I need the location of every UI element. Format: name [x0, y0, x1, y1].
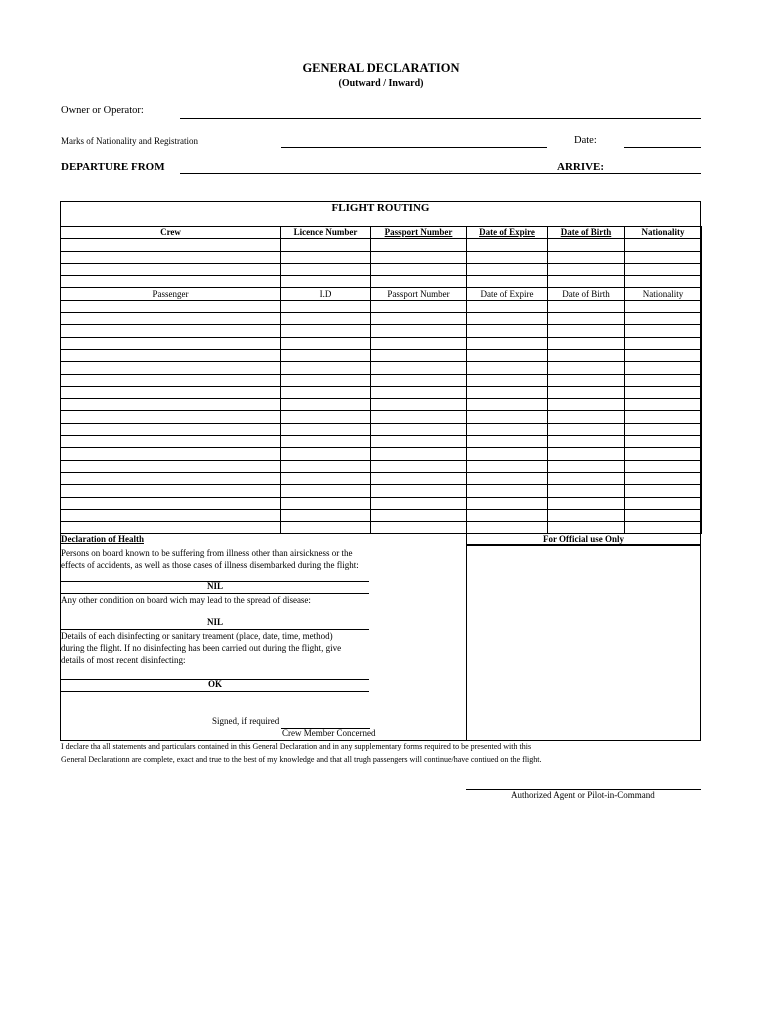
passenger-cell[interactable]	[281, 362, 371, 374]
passenger-cell[interactable]	[467, 436, 548, 448]
passenger-cell[interactable]	[281, 448, 371, 460]
passenger-cell[interactable]	[61, 497, 281, 509]
passenger-cell[interactable]	[548, 460, 625, 472]
passenger-cell[interactable]	[467, 386, 548, 398]
passenger-cell[interactable]	[625, 448, 702, 460]
health-q1: Persons on board known to be suffering from illness other than airsickness or the effects of accidents, as well as those cases of illness disembarked during the flight:	[61, 548, 359, 570]
passenger-cell[interactable]	[61, 485, 281, 497]
pax-birth-col-header: Date of Birth	[548, 288, 625, 300]
passenger-cell[interactable]	[371, 472, 467, 484]
passenger-cell[interactable]	[467, 485, 548, 497]
flight-routing-title: FLIGHT ROUTING	[331, 202, 430, 214]
passenger-cell[interactable]	[467, 362, 548, 374]
crew-cell[interactable]	[61, 239, 281, 251]
passenger-cell[interactable]	[625, 472, 702, 484]
passenger-cell[interactable]	[467, 448, 548, 460]
pax-expire-col-header: Date of Expire	[467, 288, 548, 300]
passenger-cell[interactable]	[548, 411, 625, 423]
passenger-row	[61, 337, 702, 349]
passenger-cell[interactable]	[625, 362, 702, 374]
passenger-row	[61, 509, 702, 521]
passenger-cell[interactable]	[625, 509, 702, 521]
passenger-row	[61, 313, 702, 325]
passenger-row	[61, 399, 702, 411]
divider	[60, 581, 369, 582]
crew-cell[interactable]	[548, 239, 625, 251]
passenger-cell[interactable]	[625, 325, 702, 337]
crew-cell[interactable]	[467, 251, 548, 263]
passenger-cell[interactable]	[61, 313, 281, 325]
passenger-cell[interactable]	[548, 509, 625, 521]
passenger-cell[interactable]	[548, 448, 625, 460]
passenger-cell[interactable]	[625, 411, 702, 423]
passenger-cell[interactable]	[281, 374, 371, 386]
crew-cell[interactable]	[61, 251, 281, 263]
passenger-cell[interactable]	[467, 460, 548, 472]
passenger-cell[interactable]	[467, 374, 548, 386]
official-use-title: For Official use Only	[542, 534, 625, 544]
passenger-cell[interactable]	[61, 300, 281, 312]
health-a2[interactable]: NIL	[206, 617, 223, 627]
passenger-cell[interactable]	[548, 374, 625, 386]
passenger-row	[61, 522, 702, 534]
official-use-area[interactable]	[467, 546, 700, 740]
passenger-cell[interactable]	[61, 374, 281, 386]
passenger-row	[61, 374, 702, 386]
passenger-cell[interactable]	[61, 411, 281, 423]
passenger-cell[interactable]	[281, 349, 371, 361]
passenger-row	[61, 386, 702, 398]
crew-cell[interactable]	[281, 251, 371, 263]
crew-cell[interactable]	[625, 239, 702, 251]
passenger-row	[61, 423, 702, 435]
crew-cell[interactable]	[625, 276, 702, 288]
passenger-cell[interactable]	[548, 522, 625, 534]
passenger-cell[interactable]	[467, 472, 548, 484]
passenger-cell[interactable]	[625, 386, 702, 398]
passenger-cell[interactable]	[61, 337, 281, 349]
passenger-row	[61, 325, 702, 337]
passenger-cell[interactable]	[371, 436, 467, 448]
crew-row	[61, 263, 702, 275]
passenger-cell[interactable]	[371, 522, 467, 534]
passenger-cell[interactable]	[548, 399, 625, 411]
crew-cell[interactable]	[625, 251, 702, 263]
owner-field[interactable]	[180, 118, 701, 119]
crew-cell[interactable]	[467, 263, 548, 275]
passenger-cell[interactable]	[371, 374, 467, 386]
crew-cell[interactable]	[371, 263, 467, 275]
owner-label: Owner or Operator:	[61, 105, 144, 116]
passenger-cell[interactable]	[625, 497, 702, 509]
crew-cell[interactable]	[371, 251, 467, 263]
passenger-cell[interactable]	[371, 337, 467, 349]
crew-cell[interactable]	[548, 263, 625, 275]
passenger-cell[interactable]	[548, 472, 625, 484]
passenger-row	[61, 497, 702, 509]
passenger-cell[interactable]	[467, 399, 548, 411]
passenger-cell[interactable]	[467, 497, 548, 509]
passenger-cell[interactable]	[371, 448, 467, 460]
marks-field[interactable]	[281, 147, 547, 148]
crew-cell[interactable]	[467, 276, 548, 288]
pax-nationality-col-header: Nationality	[625, 288, 702, 300]
passenger-col-header: Passenger	[61, 288, 281, 300]
passenger-cell[interactable]	[281, 337, 371, 349]
licence-col-header: Licence Number	[281, 227, 371, 239]
departure-field[interactable]	[180, 173, 701, 174]
arrive-label: ARRIVE:	[557, 161, 605, 173]
agent-signature-label: Authorized Agent or Pilot-in-Command	[511, 790, 655, 800]
crew-row	[61, 251, 702, 263]
passenger-cell[interactable]	[61, 472, 281, 484]
health-q3: Details of each disinfecting or sanitary treament (place, date, time, method) during the flight. If no disinfecting has been carried out during the flight, give details of most recent disinfecting:	[61, 631, 342, 665]
passenger-cell[interactable]	[371, 460, 467, 472]
health-a3[interactable]: OK	[207, 679, 222, 689]
passenger-cell[interactable]	[548, 362, 625, 374]
passenger-cell[interactable]	[281, 386, 371, 398]
passenger-header-row	[61, 288, 702, 300]
passenger-cell[interactable]	[281, 436, 371, 448]
crew-cell[interactable]	[548, 276, 625, 288]
passenger-row	[61, 460, 702, 472]
passenger-cell[interactable]	[61, 448, 281, 460]
passenger-cell[interactable]	[61, 460, 281, 472]
passenger-cell[interactable]	[625, 522, 702, 534]
passenger-cell[interactable]	[281, 313, 371, 325]
passenger-cell[interactable]	[281, 399, 371, 411]
crew-row	[61, 276, 702, 288]
passenger-cell[interactable]	[281, 485, 371, 497]
routing-table	[60, 226, 702, 534]
passenger-cell[interactable]	[548, 436, 625, 448]
passenger-cell[interactable]	[61, 509, 281, 521]
crew-header-row	[61, 227, 702, 239]
signed-label: Signed, if required	[212, 716, 280, 726]
passport-col-header: Passport Number	[371, 227, 467, 239]
passenger-cell[interactable]	[371, 300, 467, 312]
crew-cell[interactable]	[625, 263, 702, 275]
passenger-cell[interactable]	[548, 313, 625, 325]
crew-row	[61, 239, 702, 251]
date-label: Date:	[574, 135, 597, 146]
expire-col-header: Date of Expire	[467, 227, 548, 239]
crew-cell[interactable]	[467, 239, 548, 251]
passenger-cell[interactable]	[548, 386, 625, 398]
passenger-cell[interactable]	[625, 337, 702, 349]
passenger-row	[61, 485, 702, 497]
passenger-cell[interactable]	[61, 399, 281, 411]
departure-label: DEPARTURE FROM	[61, 161, 165, 173]
passenger-cell[interactable]	[281, 472, 371, 484]
passenger-cell[interactable]	[61, 362, 281, 374]
birth-col-header: Date of Birth	[548, 227, 625, 239]
passenger-cell[interactable]	[371, 423, 467, 435]
passenger-cell[interactable]	[371, 411, 467, 423]
crew-cell[interactable]	[371, 276, 467, 288]
crew-col-header: Crew	[61, 227, 281, 239]
crew-cell[interactable]	[371, 239, 467, 251]
crew-cell[interactable]	[61, 263, 281, 275]
passenger-cell[interactable]	[467, 423, 548, 435]
passenger-cell[interactable]	[371, 497, 467, 509]
passenger-cell[interactable]	[467, 522, 548, 534]
passenger-cell[interactable]	[371, 313, 467, 325]
passenger-cell[interactable]	[625, 374, 702, 386]
passenger-cell[interactable]	[467, 325, 548, 337]
passenger-row	[61, 300, 702, 312]
marks-label: Marks of Nationality and Registration	[61, 136, 198, 146]
passenger-cell[interactable]	[467, 300, 548, 312]
crew-cell[interactable]	[281, 239, 371, 251]
health-q2: Any other condition on board wich may lead to the spread of disease:	[61, 595, 311, 605]
crew-cell[interactable]	[61, 276, 281, 288]
passenger-cell[interactable]	[281, 411, 371, 423]
passenger-cell[interactable]	[548, 337, 625, 349]
pax-passport-col-header: Passport Number	[371, 288, 467, 300]
crew-cell[interactable]	[281, 263, 371, 275]
passenger-row	[61, 472, 702, 484]
passenger-row	[61, 349, 702, 361]
page-title: GENERAL DECLARATION	[302, 61, 460, 75]
passenger-cell[interactable]	[281, 300, 371, 312]
passenger-cell[interactable]	[548, 497, 625, 509]
passenger-cell[interactable]	[625, 436, 702, 448]
passenger-cell[interactable]	[625, 313, 702, 325]
passenger-row	[61, 362, 702, 374]
passenger-cell[interactable]	[61, 325, 281, 337]
passenger-cell[interactable]	[625, 349, 702, 361]
passenger-cell[interactable]	[371, 386, 467, 398]
passenger-cell[interactable]	[548, 349, 625, 361]
id-col-header: I.D	[281, 288, 371, 300]
passenger-cell[interactable]	[625, 460, 702, 472]
passenger-cell[interactable]	[371, 399, 467, 411]
passenger-cell[interactable]	[281, 423, 371, 435]
passenger-cell[interactable]	[625, 300, 702, 312]
passenger-cell[interactable]	[467, 411, 548, 423]
nationality-col-header: Nationality	[625, 227, 702, 239]
passenger-cell[interactable]	[281, 509, 371, 521]
declaration-line-2: General Declarationn are complete, exact and true to the best of my knowledge and that all trugh passengers will continue/have contiued on the flight.	[61, 755, 542, 764]
date-field[interactable]	[624, 147, 701, 148]
passenger-row	[61, 436, 702, 448]
page-subtitle: (Outward / Inward)	[338, 78, 424, 89]
passenger-cell[interactable]	[371, 349, 467, 361]
passenger-cell[interactable]	[61, 349, 281, 361]
passenger-cell[interactable]	[625, 485, 702, 497]
passenger-cell[interactable]	[61, 423, 281, 435]
health-a1[interactable]: NIL	[206, 581, 223, 591]
passenger-cell[interactable]	[371, 485, 467, 497]
passenger-cell[interactable]	[371, 509, 467, 521]
passenger-cell[interactable]	[625, 423, 702, 435]
passenger-row	[61, 411, 702, 423]
crew-cell[interactable]	[548, 251, 625, 263]
passenger-cell[interactable]	[467, 509, 548, 521]
passenger-cell[interactable]	[281, 325, 371, 337]
passenger-cell[interactable]	[548, 423, 625, 435]
crew-member-label: Crew Member Concerned	[282, 728, 376, 738]
passenger-row	[61, 448, 702, 460]
passenger-cell[interactable]	[467, 337, 548, 349]
passenger-cell[interactable]	[548, 325, 625, 337]
passenger-cell[interactable]	[548, 300, 625, 312]
passenger-cell[interactable]	[281, 460, 371, 472]
passenger-cell[interactable]	[467, 349, 548, 361]
divider	[60, 691, 369, 692]
crew-cell[interactable]	[281, 276, 371, 288]
passenger-cell[interactable]	[467, 313, 548, 325]
passenger-cell[interactable]	[625, 399, 702, 411]
passenger-cell[interactable]	[371, 362, 467, 374]
passenger-cell[interactable]	[61, 436, 281, 448]
passenger-cell[interactable]	[61, 386, 281, 398]
declaration-line-1: I declare tha all statements and particulars contained in this General Declaration and in any supplementary forms required to be presented with this	[61, 742, 532, 751]
passenger-cell[interactable]	[371, 325, 467, 337]
passenger-cell[interactable]	[61, 522, 281, 534]
passenger-cell[interactable]	[548, 485, 625, 497]
passenger-cell[interactable]	[281, 497, 371, 509]
passenger-cell[interactable]	[281, 522, 371, 534]
health-title: Declaration of Health	[61, 534, 144, 544]
